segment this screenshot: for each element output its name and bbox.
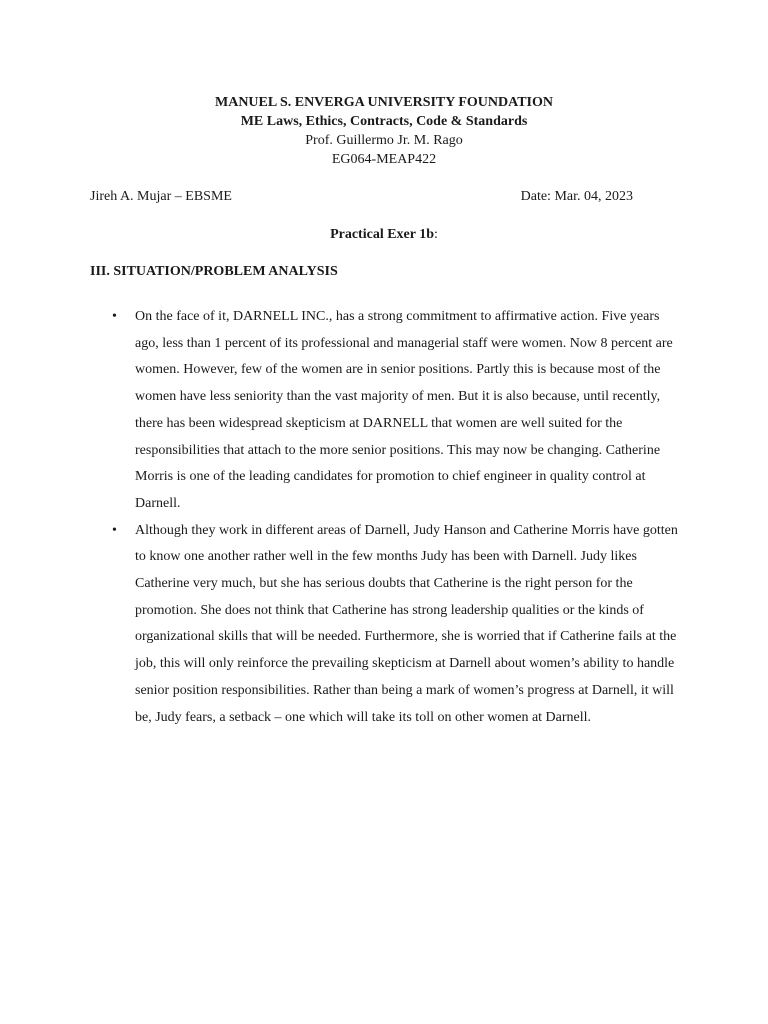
paragraph-text: On the face of it, DARNELL INC., has a strong commitment to affirmative action. Five years ago, less than 1 percent of its professional and managerial staff were women. Now 8 percent are women. However, few of the women are in senior positions. Partly this is because most of the women have less seniority than the vast majority of men. But it is also because, until recently, there has been widespread skepticism at DARNELL that women are well suited for the responsibilities that attach to the more senior positions. This may now be changing. Catherine Morris is one of the leading candidates for promotion to chief engineer in quality control at Darnell. <box>135 309 673 511</box>
analysis-bullet-list <box>112 304 682 731</box>
document-header <box>0 93 768 169</box>
paragraph-text: Although they work in different areas of Darnell, Judy Hanson and Catherine Morris have gotten to know one another rather well in the few months Judy has been with Darnell. Judy likes Catherine very much, but she has serious doubts that Catherine is the right person for the promotion. She does not think that Catherine has strong leadership qualities or the kinds of organizational skills that will be needed. Furthermore, she is worried that if Catherine fails at the job, this will only reinforce the prevailing skepticism at Darnell about women’s ability to handle senior position responsibilities. Rather than being a mark of women’s progress at Darnell, it will be, Judy fears, a setback – one which will take its toll on other women at Darnell. <box>135 522 678 725</box>
section-code: EG064-MEAP422 <box>331 152 437 167</box>
bullet-icon: • <box>112 309 117 324</box>
professor-name: Prof. Guillermo Jr. M. Rago <box>305 133 463 148</box>
bullet-paragraph <box>112 304 682 518</box>
document-date: Date: Mar. 04, 2023 <box>520 189 633 204</box>
bullet-paragraph <box>112 518 682 732</box>
student-name: Jireh A. Mujar – EBSME <box>90 189 232 204</box>
course-title: ME Laws, Ethics, Contracts, Code & Standards <box>240 114 528 129</box>
exercise-title-text: Practical Exer 1b <box>330 227 435 242</box>
section-heading: III. SITUATION/PROBLEM ANALYSIS <box>90 264 338 279</box>
exercise-title <box>0 226 768 244</box>
exercise-title-colon: : <box>434 227 438 242</box>
university-name: MANUEL S. ENVERGA UNIVERSITY FOUNDATION <box>215 95 553 110</box>
bullet-icon: • <box>112 522 117 538</box>
